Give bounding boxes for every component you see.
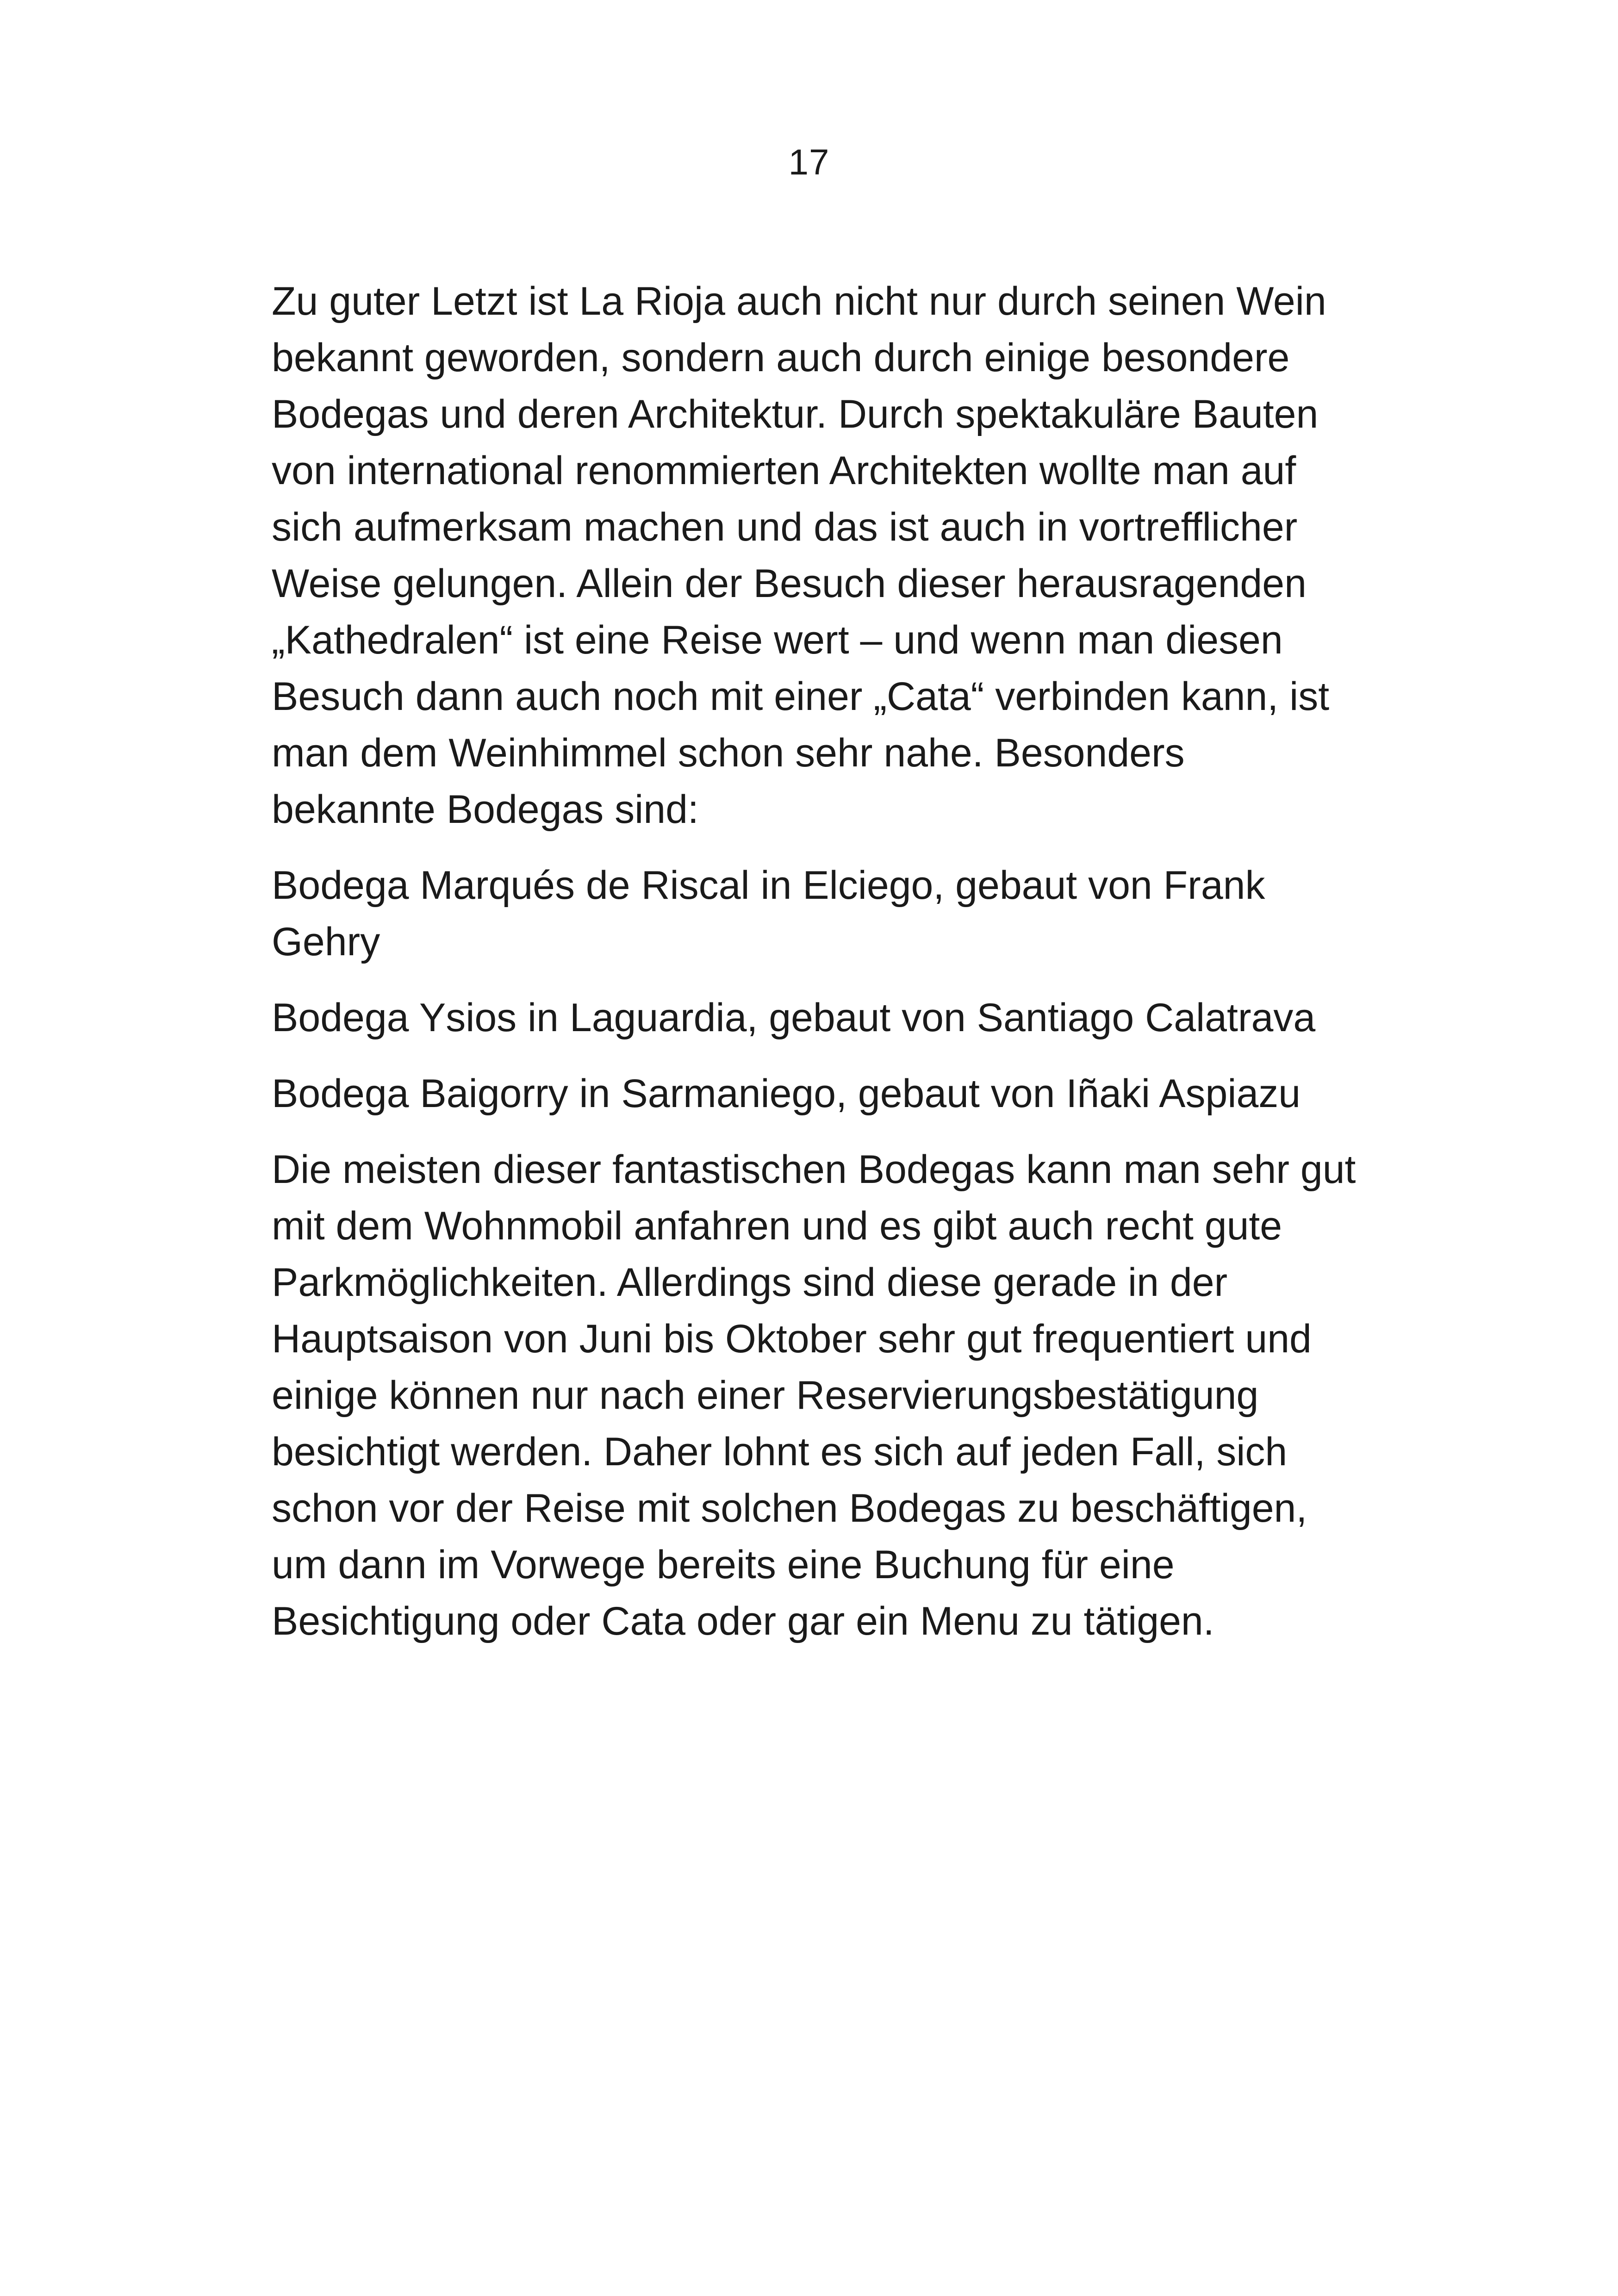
paragraph-bodega-marques-de-riscal: Bodega Marqués de Riscal in Elciego, gebaut von Frank Gehry <box>272 863 1265 964</box>
paragraph-intro: Zu guter Letzt ist La Rioja auch nicht nur durch seinen Wein bekannt geworden, sondern auch durch einige besondere Bodegas und deren Architektur. Durch spektakuläre Bauten von international renommierten Architekten wollte man auf sich aufmerksam machen und das ist auch in vortrefflicher Weise gelungen. Allein der Besuch dieser herausragenden „Kathedralen“ ist eine Reise wert – und wenn man diesen Besuch dann auch noch mit einer „Cata“ verbinden kann, ist man dem Weinhimmel schon sehr nahe. Besonders bekannte Bodegas sind: <box>272 279 1330 832</box>
paragraph-bodega-ysios: Bodega Ysios in Laguardia, gebaut von Santiago Calatrava <box>272 996 1316 1040</box>
document-body <box>272 273 1415 1649</box>
page-number: 17 <box>788 142 830 182</box>
paragraph-visiting-info: Die meisten dieser fantastischen Bodegas kann man sehr gut mit dem Wohnmobil anfahren und es gibt auch recht gute Parkmöglichkeiten. Allerdings sind diese gerade in der Hauptsaison von Juni bis Oktober sehr gut frequentiert und einige können nur nach einer Reservierungsbestätigung besichtigt werden. Daher lohnt es sich auf jeden Fall, sich schon vor der Reise mit solchen Bodegas zu beschäftigen, um dann im Vorwege bereits eine Buchung für eine Besichtigung oder Cata oder gar ein Menu zu tätigen. <box>272 1147 1356 1643</box>
paragraph-bodega-baigorry: Bodega Baigorry in Sarmaniego, gebaut von Iñaki Aspiazu <box>272 1071 1301 1116</box>
